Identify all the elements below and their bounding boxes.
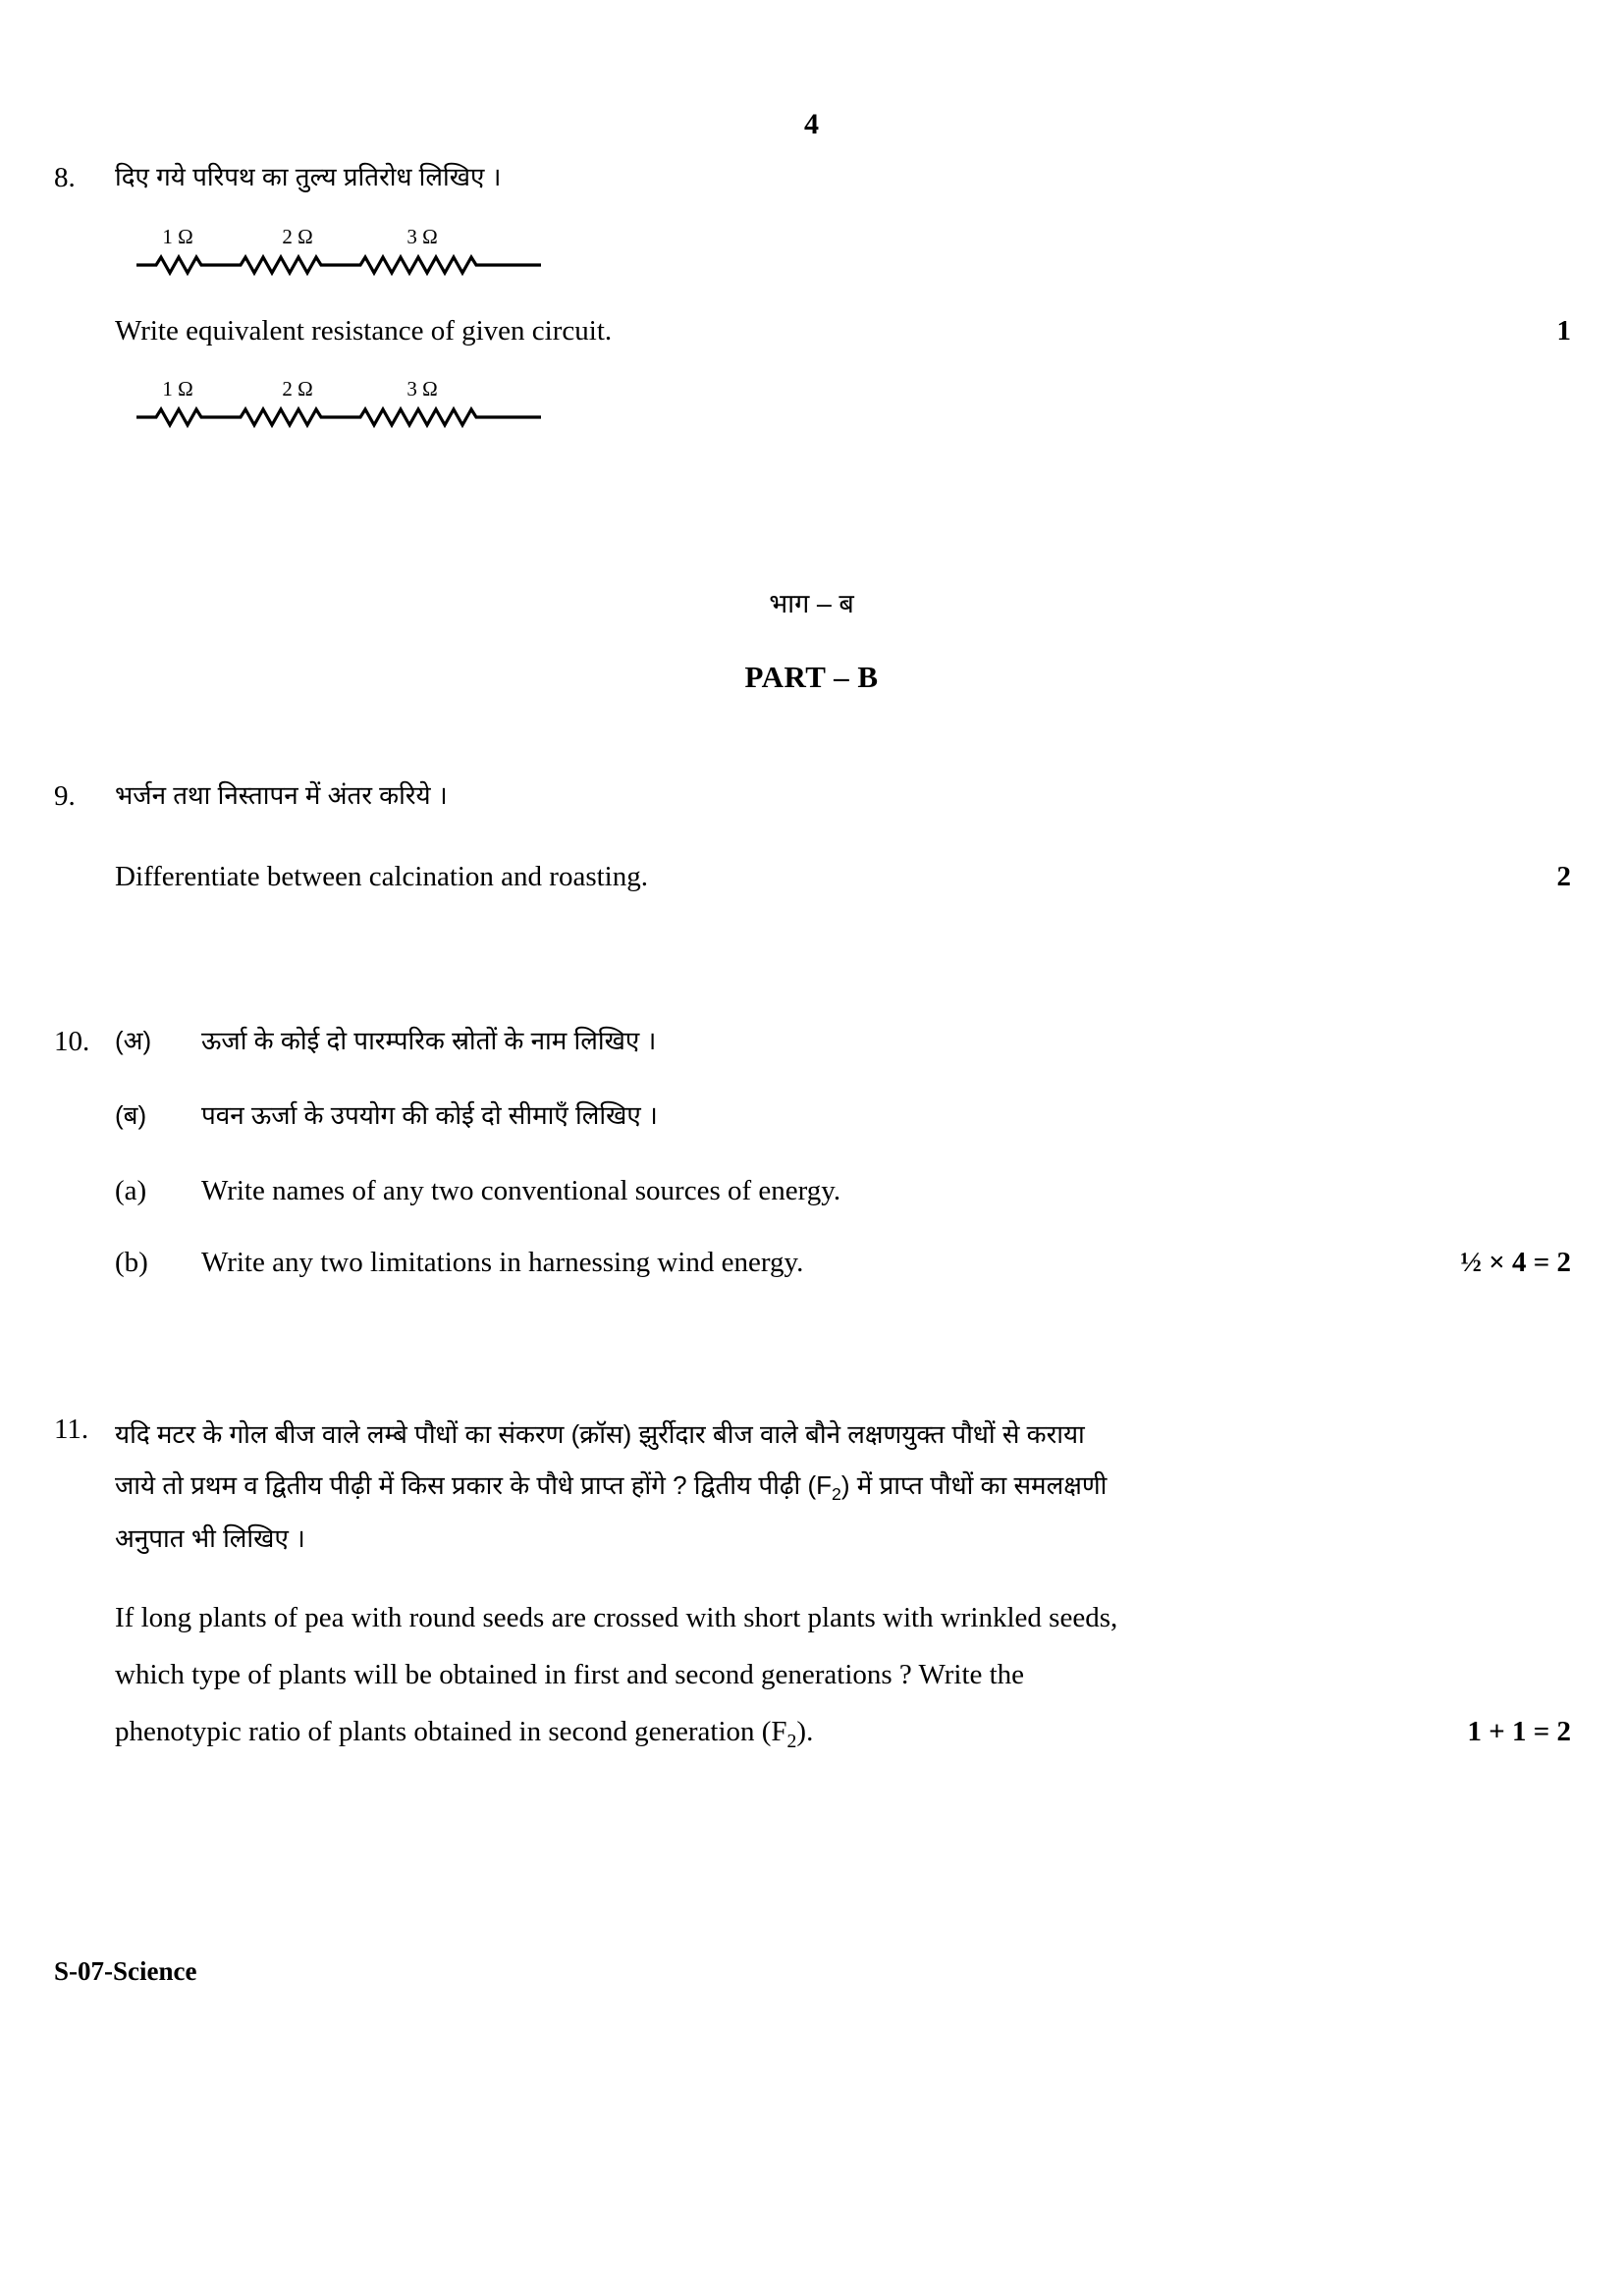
- question-10-part-a-hindi-text: ऊर्जा के कोई दो पारम्परिक स्रोतों के नाम लिखिए ।: [201, 1026, 657, 1055]
- footer-paper-code: S-07-Science: [54, 1956, 197, 1986]
- question-10: [54, 1021, 1571, 1285]
- question-11-hindi-line-2-head: जाये तो प्रथम व द्वितीय पीढ़ी में किस प्रकार के पौधे प्राप्त होंगे ? द्वितीय पीढ़ी (F: [115, 1470, 832, 1500]
- resistor-label-2ohm: 2 Ω: [282, 377, 313, 400]
- question-11-hindi-row: [54, 1409, 1571, 1564]
- question-11-hindi-line-2: [115, 1460, 1571, 1513]
- resistor-label-3ohm: 3 Ω: [406, 224, 438, 248]
- question-11-english-line-3-tail: ).: [796, 1715, 814, 1747]
- question-10-part-b-hindi-row: [54, 1095, 1571, 1135]
- resistor-label-3ohm: 3 Ω: [406, 377, 438, 400]
- question-8-hindi-row: [54, 157, 1571, 200]
- question-10-part-b-hindi-text: पवन ऊर्जा के उपयोग की कोई दो सीमाएँ लिखिए ।: [201, 1099, 658, 1130]
- question-10-part-a-hindi-label: (अ): [115, 1026, 152, 1055]
- question-11-marks: 1 + 1 = 2: [1467, 1715, 1571, 1747]
- circuit-diagram-english: [133, 374, 1571, 437]
- question-11-hindi-line-3: अनुपात भी लिखिए ।: [115, 1522, 305, 1553]
- question-10-part-a-english-row: [54, 1170, 1571, 1213]
- part-heading-english: PART – B: [744, 660, 879, 694]
- question-11-english-line-3-wrap: [115, 1703, 1443, 1761]
- question-9-marks: 2: [1556, 860, 1571, 892]
- question-11-english-line-3: [115, 1703, 1571, 1761]
- circuit-path: [136, 409, 541, 425]
- question-11: [54, 1409, 1571, 1761]
- question-11-english-line-3-head: phenotypic ratio of plants obtained in second generation (F: [115, 1715, 787, 1747]
- question-10-marks: ½ × 4 = 2: [1460, 1247, 1571, 1279]
- question-10-part-b-hindi-label: (ब): [115, 1099, 147, 1130]
- question-10-part-b-english-label: (b): [115, 1247, 148, 1279]
- question-9-hindi-text: भर्जन तथा निस्तापन में अंतर करिये ।: [115, 780, 448, 810]
- question-9-english-text: Differentiate between calcination and roasting.: [115, 860, 648, 892]
- part-heading-hindi: भाग – ब: [769, 589, 854, 618]
- question-9-english-row: [54, 856, 1571, 899]
- question-11-hindi-line-2-tail: ) में प्राप्त पौधों का समलक्षणी: [840, 1470, 1108, 1500]
- question-11-number: 11.: [54, 1414, 89, 1445]
- circuit-path: [136, 257, 541, 273]
- question-8: [54, 157, 1571, 437]
- circuit-diagram-hindi: [133, 222, 1571, 285]
- question-10-number: 10.: [54, 1026, 90, 1057]
- question-11-hindi-text: [115, 1409, 1571, 1564]
- question-11-english-line-2: which type of plants will be obtained in first and second generations ? Write the: [115, 1658, 1025, 1690]
- question-10-part-a-hindi-row: [54, 1021, 1571, 1064]
- question-9: [54, 775, 1571, 898]
- question-10-part-b-english-text: Write any two limitations in harnessing wind energy.: [201, 1247, 804, 1279]
- question-11-english-text: [115, 1589, 1571, 1761]
- resistor-label-1ohm: 1 Ω: [162, 377, 193, 400]
- question-8-number: 8.: [54, 162, 76, 193]
- question-11-hindi-line-1: यदि मटर के गोल बीज वाले लम्बे पौधों का संकरण (क्रॉस) झुर्रीदार बीज वाले बौने लक्षणयुक्त पौधों से कराया: [115, 1419, 1085, 1449]
- question-10-part-b-english-row: [54, 1242, 1571, 1285]
- resistor-label-2ohm: 2 Ω: [282, 224, 313, 248]
- resistor-label-1ohm: 1 Ω: [162, 224, 193, 248]
- question-11-english-line-1: If long plants of pea with round seeds are crossed with short plants with wrinkled seeds,: [115, 1601, 1118, 1633]
- question-8-marks: 1: [1556, 314, 1571, 347]
- question-10-part-a-english-label: (a): [115, 1174, 147, 1206]
- question-11-english-row: [54, 1589, 1571, 1761]
- question-11-english-subscript: 2: [786, 1730, 797, 1752]
- question-9-hindi-row: [54, 775, 1571, 819]
- question-9-number: 9.: [54, 780, 76, 812]
- question-8-english-text: Write equivalent resistance of given circuit.: [115, 314, 613, 347]
- question-8-english-row: [54, 310, 1571, 353]
- page-number: 4: [804, 108, 819, 140]
- question-10-part-a-english-text: Write names of any two conventional sources of energy.: [201, 1174, 841, 1206]
- question-8-hindi-text: दिए गये परिपथ का तुल्य प्रतिरोध लिखिए ।: [115, 162, 502, 191]
- question-11-hindi-subscript: 2: [832, 1484, 841, 1505]
